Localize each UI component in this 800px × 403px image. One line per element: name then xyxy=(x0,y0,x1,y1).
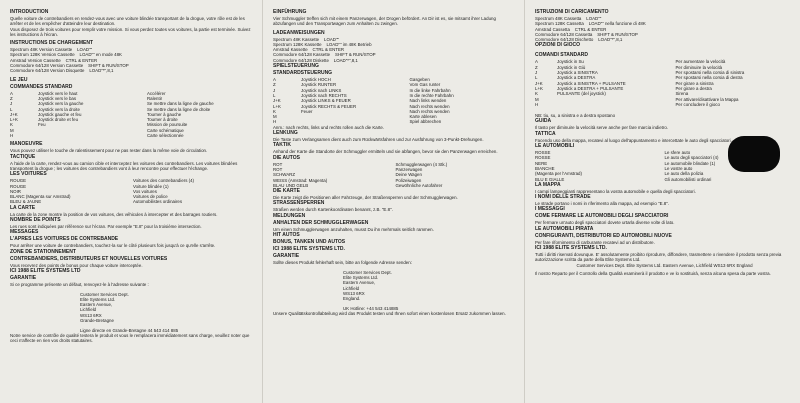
section-heading: MESSAGES xyxy=(10,229,39,236)
joystick: Joystick LINKS & FEUER xyxy=(301,98,351,104)
key: Z xyxy=(535,64,538,70)
action: Ralentir xyxy=(147,95,163,101)
key: A xyxy=(535,59,538,65)
paragraph: NB: tiu, su, a sinistra e a destra spostano xyxy=(535,113,616,119)
section-heading: OPZIONI DI GIOCO xyxy=(535,42,581,49)
key: M xyxy=(273,114,277,120)
paragraph: Per fermare un'auto degli spacciatori dovete urtarla diverse volte di lato. xyxy=(535,220,675,226)
section-heading: ZONE DE STATIONNEMENT xyxy=(10,248,76,255)
section-heading: COME FERMARE LE AUTOMOBILI DEGLI SPACCIATORI xyxy=(535,213,669,220)
car-desc: Le automobile blindate (1) xyxy=(664,160,716,166)
action: In die linke Fahrbahn xyxy=(409,87,451,93)
joystick: Joystick vers le haut xyxy=(38,90,78,96)
car-color: ROT xyxy=(273,166,283,172)
section-heading: GARANTIE xyxy=(273,253,300,260)
key: J+K xyxy=(10,111,18,117)
paragraph: Anm.: nach rechts, links und rechts rollen auch die Karte. xyxy=(273,124,385,130)
key: K xyxy=(535,91,538,97)
section-heading: BONUS, TANKEN UND AUTOS xyxy=(273,239,346,246)
car-desc: Schmugglerwagen (4 Stk.) xyxy=(395,161,448,167)
section-heading: LE AUTOMOBILI PIRATA xyxy=(535,225,594,232)
car-color: BIANCHE xyxy=(535,165,555,171)
section-heading: SPIELSTEUERUNG xyxy=(273,63,319,70)
joystick: Joystick a DESTRA + PULSANTE xyxy=(557,85,624,91)
panel-french xyxy=(0,0,262,403)
paragraph: Il tasto per diminuire la velocità serve anche per fare marcia indietro. xyxy=(535,125,669,131)
action: Se mettre dans la ligne de droite xyxy=(147,106,211,112)
paragraph: Les rues sont indiquées par référence sur l'écran. Par exemple "E.8" pour la troisième intersection. xyxy=(10,224,202,230)
section-heading: DIE KARTE xyxy=(273,188,300,195)
key: J+K xyxy=(273,98,281,104)
paragraph: Die Karte zeigt die Positionen aller Fahrzeuge, der Straßensperren und der Schmugglerwagen. xyxy=(273,195,458,201)
key: Z xyxy=(10,95,13,101)
joystick: Feuer xyxy=(301,108,313,114)
key: A xyxy=(10,90,13,96)
action: Per attivare/disattivare la Mappa xyxy=(675,96,739,102)
paragraph: Facendo uso della mappa, recatevi al luogo dell'appuntamento e intercettate le auto degli spacciatori. xyxy=(535,137,732,143)
action: Carte sélectionnée xyxy=(147,133,184,139)
load-line: Spectrum 48K Cassetta LOAD"" xyxy=(535,16,602,21)
load-line: Amstrad Version Cassette CTRL & ENTER xyxy=(10,57,98,63)
joystick: PULSANTE (del joystick) xyxy=(557,91,606,97)
section-heading: STRASSENSPERREN xyxy=(273,200,325,207)
load-line: Spectrum 48K Version Cassette LOAD"" xyxy=(10,47,93,53)
section-heading: LES VOITURES xyxy=(10,171,47,178)
car-color: ROSSE xyxy=(535,155,551,161)
key: J xyxy=(535,70,538,76)
key: M xyxy=(10,127,14,133)
vehicles-table xyxy=(10,178,256,204)
paragraph: Anhand der Karte die Standorte der Schmuggler ermitteln und sie abfangen, bevor sie den Panzerwagen erreichen. xyxy=(273,149,498,155)
address-block: Customer Services Dept. Elite Systems Ltd. Eastern Avenue, Lichfield WS13 6RX England. xyxy=(343,269,392,302)
footer-text: Notre service de contrôle de qualité testera le produit et vous le remplacera immédiatement sans charge, veuillez noter que ceci n'affecte en rien vos droits statutaires. xyxy=(10,333,251,344)
key: J xyxy=(273,87,276,93)
section-heading: COMMANDES STANDARD xyxy=(10,83,73,90)
joystick: Joystick vers le bas xyxy=(38,95,77,101)
section-heading: TAKTIK xyxy=(273,142,291,149)
key: A xyxy=(273,77,276,83)
car-desc: Gewöhnliche Autofahrer xyxy=(395,182,443,188)
joystick: Joystick a DESTRA xyxy=(557,75,596,81)
joystick: Joystick RECHTS & FEUER xyxy=(301,103,357,109)
car-color: NERE xyxy=(535,160,548,166)
paragraph: Pour arrêter une voiture de contrebandiers, touchez-la sur le côté plusieurs fois jusqu'à ce qu'elle s'arrête. xyxy=(10,243,216,249)
section-heading: TATTICA xyxy=(535,130,556,137)
action: Karte ablesen xyxy=(409,114,437,120)
section-heading: GUIDA xyxy=(535,118,552,125)
car-desc: Le auto degli spacciatori (4) xyxy=(664,155,719,161)
section-heading: LADEANWEISUNGEN xyxy=(273,29,325,36)
section-heading: STANDARDSTEUERUNG xyxy=(273,70,333,77)
key: Z xyxy=(273,82,276,88)
key: M xyxy=(535,96,539,102)
section-heading: LENKUNG xyxy=(273,130,298,137)
controls-table xyxy=(273,77,518,125)
car-color: SCHWARZ xyxy=(273,172,296,178)
section-heading: LA MAPPA xyxy=(535,181,561,188)
paragraph: Vier Schmuggler treffen sich mit einem Panzerwagen, der Drogen befördert. An Dir ist es, sie mitsamt ihrer Ladung abzufangen und den Transportwagen zum Anhalten zu zwingen. xyxy=(273,16,498,27)
section-heading: MELDUNGEN xyxy=(273,212,306,219)
section-heading: CONTREBANDIERS, DISTRIBUTEURS ET NOUVELLES VOITURES xyxy=(10,255,168,262)
load-line: Spectrum 128K Version Cassette LOAD"" en mode 48K xyxy=(10,52,122,58)
action: Vom Gas runter xyxy=(409,82,441,88)
address-block: Customer Services Dept. Elite Systems Ltd. Eastern Avenue, Lichfield WS13 6RX England xyxy=(576,262,753,268)
address-block: Customer Services Dept. Elite Systems Ltd. Eastern Avenue, Lichfield WS13 6RX Grande-Bretagne xyxy=(80,291,129,324)
paragraph: Um einen Schmugglerwagen anzuhalten, musst Du ihn mehrmals seitlich rammen. xyxy=(273,226,434,232)
paragraph: Sollte dieses Produkt fehlerhaft sein, bitte an folgende Adresse senden: xyxy=(273,260,412,266)
section-heading: GARANTIE xyxy=(10,274,37,281)
load-line: Amstrad Cassetta CTRL & ENTER xyxy=(535,26,607,32)
section-heading: HIT AUTOS xyxy=(273,232,300,239)
joystick: Joystick vers la droite xyxy=(38,106,80,112)
action: Per spostarsi nella corsia di sinistra xyxy=(675,70,745,76)
vehicle-desc: Vos voitures xyxy=(133,188,157,194)
key: H xyxy=(535,101,539,107)
action: Mission de poursuite xyxy=(147,122,188,128)
key: J+K xyxy=(535,80,543,86)
action: Per girare a destra xyxy=(675,85,712,91)
vehicle-color: ROUGE xyxy=(10,178,27,184)
action: Per diminuire la velocità xyxy=(675,64,723,70)
joystick: Joystick gauche et feu xyxy=(38,111,82,117)
controls-table xyxy=(10,91,256,139)
paragraph: Die Taste zum Verlangsamen dient auch zum Rückwärtsfahren und zur Ausführung von 3-Punkt-Drehungen. xyxy=(273,137,484,143)
vehicle-desc: Voiture blindée (1) xyxy=(133,183,169,189)
joystick: Joystick HOCH xyxy=(301,77,331,83)
action: Tourner à droite xyxy=(147,117,178,123)
section-heading: INTRODUCTION xyxy=(10,9,49,15)
vehicle-color: ROUGE xyxy=(10,183,27,189)
load-line: Commodore 64/128 Version Disquette LOAD"*",8,1 xyxy=(10,68,114,74)
section-heading: ISTRUZIONI DI CARICAMENTO xyxy=(535,9,609,15)
load-line: Commodore 64/128 Version Cassette SHIFT & RUN/STOP xyxy=(10,63,129,69)
load-line: Commodore 64/128 Kassette SHIFT & RUN/STOP xyxy=(273,52,376,58)
cars-table xyxy=(273,162,518,188)
car-desc: Le sfere auto xyxy=(664,150,691,156)
section-heading: NOMBRE DE POINTS xyxy=(10,217,61,224)
paragraph: Quelle voiture de contrebandiers en rendez-vous avec une voiture blindée transportant de la drogue, votre rôle est de les arrêter et de les empêcher d'atteindre leur destination. xyxy=(10,16,247,27)
vehicle-color: NOIR xyxy=(10,188,21,194)
action: Per aumentare la velocità xyxy=(675,59,726,65)
key: H xyxy=(10,133,14,139)
section-heading: I NOMI DELLE STRADE xyxy=(535,194,591,201)
section-heading: CONFIGURANTI, DISTRIBUTORI ED AUTOMOBILI NUOVE xyxy=(535,232,672,239)
load-line: Spectrum 128K Kassette LOAD"" im 48K Betrieb xyxy=(273,41,372,47)
action: Sirena xyxy=(675,91,689,97)
joystick: Feu xyxy=(38,122,46,128)
car-color: BLAU UND GELB xyxy=(273,182,309,188)
car-color: WEISS (Amstrad: Magenta) xyxy=(273,177,328,183)
paragraph: I campi lampeggianti rappresentano la vostra automobile e quella degli spacciatori. xyxy=(535,188,696,194)
action: In die rechte Fahrbahn xyxy=(409,92,454,98)
load-line: Amstrad Kassette CTRL & ENTER xyxy=(273,47,345,53)
joystick: Joystick in Giù xyxy=(557,64,586,70)
section-heading: I MESSAGGI xyxy=(535,206,565,213)
panel-italian xyxy=(524,0,800,403)
key: L+K xyxy=(10,117,18,123)
action: Per girare a sinistra xyxy=(675,80,714,86)
joystick: Joystick a SINISTRA xyxy=(557,70,598,76)
paragraph: Vous recevrez des points de bonus pour chaque voiture interceptée. xyxy=(10,262,143,268)
section-heading: L'APRES LES VOITURES DE CONTREBANDE xyxy=(10,236,119,243)
panel-german xyxy=(262,0,524,403)
key: K xyxy=(10,122,13,128)
action: Nach rechts wenden xyxy=(409,103,450,109)
section-heading: INSTRUCTIONS DE CHARGEMENT xyxy=(10,40,94,47)
controls-table xyxy=(535,59,794,107)
paragraph: Straßen werden durch Kartenkoordinaten benannt, z.B. "E.8". xyxy=(273,207,393,213)
key: H xyxy=(273,119,277,125)
car-color: ROT xyxy=(273,161,283,167)
key: L xyxy=(273,92,276,98)
paragraph: Le strade portano i nomi in riferimento alla mappa, ad esempio "E.8". xyxy=(535,201,669,207)
car-desc: Le auto della polizia xyxy=(664,171,704,177)
load-line: Commodore 64/128 Dischetto LOAD"*",8,1 xyxy=(535,37,623,43)
joystick: Joystick in Su xyxy=(557,59,584,65)
load-line: Spectrum 128K Cassetta LOAD"" nella funzione di 48K xyxy=(535,21,646,27)
joystick: Joystick nach RECHTS xyxy=(301,92,347,98)
ink-blot xyxy=(728,136,780,172)
load-line: Commodore 64/128 Cassetta SHIFT & RUN/STOP xyxy=(535,31,638,37)
action: Gasgeben xyxy=(409,77,430,83)
action: Carte schématique xyxy=(147,127,184,133)
section-heading: EINFÜHRUNG xyxy=(273,9,307,15)
section-heading: ICI 1988 ELITE SYSTEMS LTD. xyxy=(535,245,607,252)
load-line: Commodore 64/128 Diskette LOAD"*",8,1 xyxy=(273,57,358,63)
joystick: Joystick RUNTER xyxy=(301,82,337,88)
paragraph: La carte de la zone montre la position de vos voitures, des véhicules à intercepter et des barrages routiers. xyxy=(10,211,218,217)
action: Tourner à gauche xyxy=(147,111,182,117)
paragraph: Si ce programme présente un défaut, renvoyez-le à l'adresse suivante : xyxy=(10,281,149,287)
vehicle-color: BLANC (Magenta sur Amstrad) xyxy=(10,194,71,200)
joystick xyxy=(557,102,676,107)
car-desc: Le vostre auto xyxy=(664,165,693,171)
key: L xyxy=(10,106,13,112)
joystick: Joystick droite et feu xyxy=(38,117,79,123)
section-heading: TACTIQUE xyxy=(10,153,36,160)
section-heading: COMANDI STANDARD xyxy=(535,52,588,59)
action: Se mettre dans la ligne de gauche xyxy=(147,101,214,107)
vehicle-desc: Automobilistes ordinaires xyxy=(133,199,183,205)
action: Spiel abbrechen xyxy=(409,119,442,125)
key: L+K xyxy=(535,85,543,91)
section-heading: ANHALTEN DER SCHMUGGLERWAGEN xyxy=(273,219,369,226)
load-line: Spectrum 48K Kassette LOAD"" xyxy=(273,36,340,42)
section-heading: DIE AUTOS xyxy=(273,154,300,161)
footer-text: Il nostro Reparto per il Controllo della Qualità esaminerà il prodotto e ve lo sostituirà, senza alcuna spesa da parte vostra. xyxy=(535,270,771,276)
key: L xyxy=(535,75,538,81)
hotline: UK Hotline: +44 543 414885 xyxy=(343,305,399,311)
joystick xyxy=(38,133,147,138)
paragraph: Per fare rifornimento di carburante recatevi ad un distributore. xyxy=(535,239,655,245)
car-desc: Polizeiwagen xyxy=(395,177,422,183)
action: Per concludere il gioco xyxy=(675,101,720,107)
car-color: ROSSE xyxy=(535,150,551,156)
section-heading: ICI 1988 ELITE SYSTEMS LTD. xyxy=(273,246,345,253)
footer-text: Unsere Qualitätskontrollabteilung wird das Produkt testen und Ihnen sofort einen kostenlosen Ersatz zukommen lassen. xyxy=(273,311,506,317)
action: Nach rechts wenden xyxy=(409,108,450,114)
paragraph: Tutti i diritti riservati dovunque. E' assolutamente proibito riprodurre, diffondere, trasmettere o rivendere il prodotto senza previa autorizzazione scritta da parte della Elite Systems Ltd. xyxy=(535,252,783,263)
vehicle-color: BLEU & JAUNE xyxy=(10,199,42,205)
joystick: Joystick nach LINKS xyxy=(301,87,342,93)
car-desc: Gli automobilisti ordinari xyxy=(664,176,712,182)
section-heading: LE AUTOMOBILI xyxy=(535,143,575,150)
section-heading: ICI 1988 ELITE SYSTEMS LTD xyxy=(10,267,81,274)
joystick: Joystick a SINISTRA + PULSANTE xyxy=(557,80,626,86)
car-desc: Panzerwagen xyxy=(395,166,423,172)
action: Nach links wenden xyxy=(409,98,447,104)
action: Per spostarsi nella corsia di destra xyxy=(675,75,743,81)
section-heading: MANOEUVRE xyxy=(10,141,43,148)
car-color: (Magenta per l'Amstrad) xyxy=(535,171,582,177)
key: J xyxy=(10,101,13,107)
key: L+K xyxy=(273,103,281,109)
action: Accélérer xyxy=(147,90,166,96)
car-color: BLU E GIALLE xyxy=(535,176,565,182)
paragraph: Vous pouvez utiliser le touche de ralentissement pour ne pas rester dans la même voie de circulation. xyxy=(10,148,208,154)
hotline: Ligne directe en Grande-Bretagne 44 543 414 885 xyxy=(80,327,179,333)
key: K xyxy=(273,108,276,114)
paragraph: A l'aide de la carte, rendez-vous au camion cible et interceptez les voitures des contrebandiers. Les voitures blindées transportent la drogue ; les voitures des contrebandiers vont à leur rencontre pour effectuer l'échange. xyxy=(10,160,239,171)
joystick xyxy=(301,119,410,124)
vehicle-desc: Voitures de police xyxy=(133,194,168,200)
vehicle-desc: Voitures des contrebandiers (4) xyxy=(133,178,195,184)
joystick: Joystick vers la gauche xyxy=(38,101,84,107)
car-desc: Deine Wagen xyxy=(395,172,422,178)
section-heading: LE JEU xyxy=(10,76,28,83)
section-heading: LA CARTE xyxy=(10,204,36,211)
paragraph: Vous disposez de trois voitures pour remplir votre mission. Si vous perdez toutes vos voitures, la partie est terminée. Suivez les instructions à l'écran. xyxy=(10,26,252,37)
